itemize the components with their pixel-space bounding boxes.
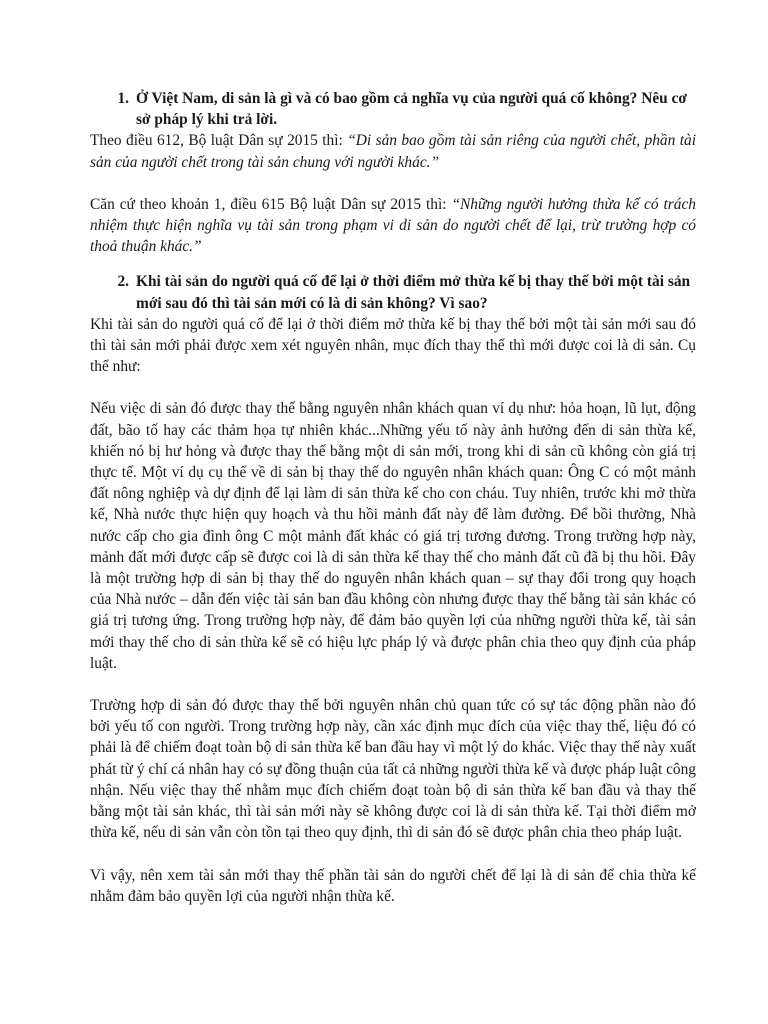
question-1-number: 1. [117, 90, 129, 107]
answer-2-objective-case: Nếu việc di sản đó được thay thế bằng nguyên nhân khách quan ví dụ như: hỏa hoạn, lũ lụt, động đất, bão tố hay các thảm họa tự nhiên khác...Những yếu tố này ảnh hưởng đến di sản thừa kế, khiến nó bị hư hỏng và được thay thế bằng một di sản mới, trong khi di sản cũ không còn giá trị thực tế. Một ví dụ cụ thể về di sản bị thay thế do nguyên nhân khách quan: Ông C có một mảnh đất nông nghiệp và dự định để lại làm di sản thừa kế cho con cháu. Tuy nhiên, trước khi mở thừa kế, Nhà nước thực hiện quy hoạch và thu hồi mảnh đất này để làm đường. Để bồi thường, Nhà nước cấp cho gia đình ông C một mảnh đất khác có giá trị tương đương. Trong trường hợp này, mảnh đất mới được cấp sẽ được coi là di sản thừa kế thay thế cho mảnh đất cũ đã bị thu hồi. Đây là một trường hợp di sản bị thay thế do nguyên nhân khách quan – sự thay đổi trong quy hoạch của Nhà nước – dẫn đến việc tài sản ban đầu không còn nhưng được thay thế bằng tài sản khác có giá trị tương ứng. Trong trường hợp này, để đảm bảo quyền lợi của những người thừa kế, tài sản mới thay thế cho di sản thừa kế sẽ có hiệu lực pháp lý và được phân chia theo quy định của pháp luật. [90, 400, 696, 672]
answer-1-p2-lead: Căn cứ theo khoản 1, điều 615 Bộ luật Dân sự 2015 thì: [90, 195, 452, 213]
answer-1-paragraph-2 [90, 194, 696, 258]
question-2-text: Khi tài sản do người quá cố để lại ở thời điểm mở thừa kế bị thay thế bởi một tài sản mới sau đó thì tài sản mới có là di sản không? Vì sao? [136, 273, 691, 312]
answer-1-paragraph-1 [90, 130, 696, 172]
answer-1-p1-lead: Theo điều 612, Bộ luật Dân sự 2015 thì: [90, 132, 348, 150]
question-2-number: 2. [117, 273, 129, 291]
question-2 [90, 271, 696, 313]
answer-1-p1-quote: “Di sản bao gồm tài sản riêng của người chết, phần tài sản của người chết trong tài sản chung với người khác.” [90, 132, 696, 171]
question-1 [90, 88, 696, 130]
answer-1-p2-quote: “Những người hưởng thừa kế có trách nhiệm thực hiện nghĩa vụ tài sản trong phạm vi di sản do người chết để lại, trừ trường hợp có thoả thuận khác.” [90, 195, 696, 256]
answer-2-conclusion: Vì vậy, nên xem tài sản mới thay thế phần tài sản do người chết để lại là di sản để chia thừa kế nhằm đảm bảo quyền lợi của người nhận thừa kế. [90, 866, 696, 905]
document-page [90, 88, 696, 907]
answer-2-intro: Khi tài sản do người quá cố để lại ở thời điểm mở thừa kế bị thay thế bởi một tài sản mới sau đó thì tài sản mới phải được xem xét nguyên nhân, mục đích thay thế thì mới được coi là di sản. Cụ thể như: [90, 315, 696, 376]
answer-2-subjective-case: Trường hợp di sản đó được thay thế bởi nguyên nhân chủ quan tức có sự tác động phần nào đó bởi yếu tố con người. Trong trường hợp này, cần xác định mục đích của việc thay thế, liệu đó có phải là để chiếm đoạt toàn bộ di sản thừa kế ban đầu hay vì một lý do khác. Việc thay thế này xuất phát từ ý chí cá nhân hay có sự đồng thuận của tất cả những người thừa kế và được pháp luật công nhận. Nếu việc thay thế nhằm mục đích chiếm đoạt toàn bộ di sản thừa kế ban đầu và thay thế bằng một tài sản khác, thì tài sản mới này sẽ không được coi là di sản thừa kế. Tại thời điểm mở thừa kế, nếu di sản vẫn còn tồn tại theo quy định, thì di sản đó sẽ được phân chia theo pháp luật. [90, 697, 696, 842]
question-1-text: Ở Việt Nam, di sản là gì và có bao gồm cả nghĩa vụ của người quá cố không? Nêu cơ sở pháp lý khi trả lời. [136, 90, 687, 129]
